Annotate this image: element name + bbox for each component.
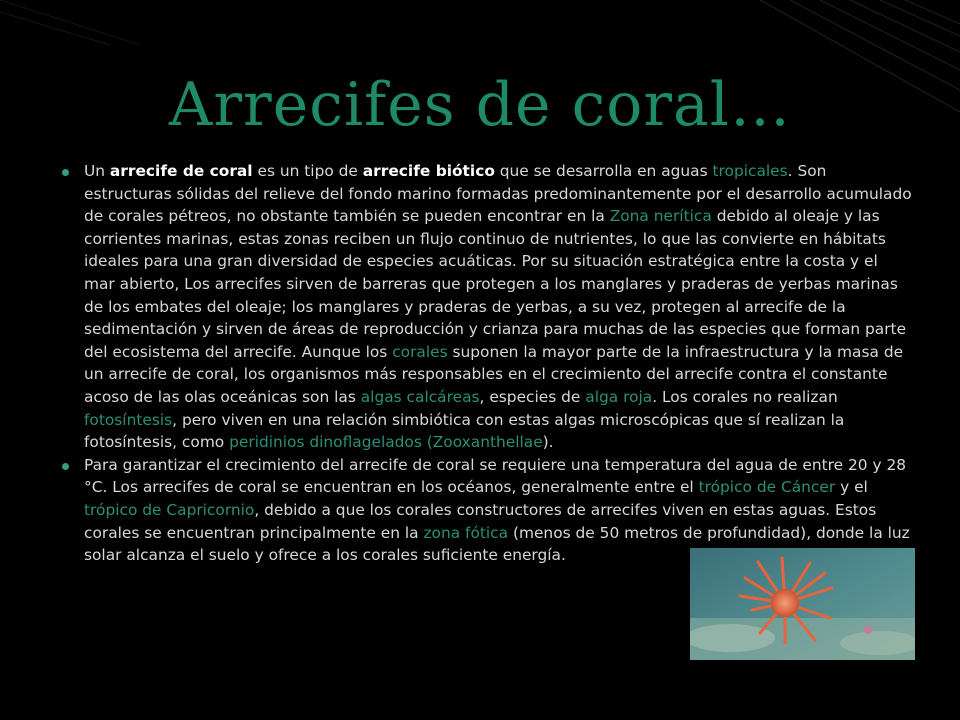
hyperlink-text[interactable]: Zona nerítica [609,207,712,226]
body-text: Un [84,162,110,180]
hyperlink-text[interactable]: trópico de Capricornio [84,500,255,519]
body-text: debido al oleaje y las corrientes marinas, estas zonas reciben un flujo continuo de nutrientes, lo que las convierte en hábitats ideales para una gran diversidad de especies acuáticas. Por su situación estratégica entre la costa y el mar abierto, Los arrecifes sirven de barreras que protegen a los manglares y praderas de yerbas marinas de los embates del oleaje; los manglares y praderas de yerbas, a su vez, protegen al arrecife de la sedimentación y sirven de áreas de reproducción y crianza para muchas de las especies que forman parte del ecosistema del arrecife. Aunque los [84,207,907,361]
hyperlink-text[interactable]: algas calcáreas [360,387,480,406]
hyperlink-text[interactable]: zona fótica [423,523,509,542]
bullet-icon [62,463,69,470]
body-text: . Son estructuras sólidas del relieve del fondo marino formadas predominantemente por el desarrollo acumulado de corales pétreos, no obstante también se pueden encontrar en la [84,162,912,226]
body-text: Para garantizar el crecimiento del arrecife de coral se requiere una temperatura del agua de entre 20 y 28 °C. Los arrecifes de coral se encuentran en los océanos, generalmente entre el [84,455,907,497]
coral-photo [690,548,915,660]
paragraph-1-text [84,162,912,451]
bullet-icon [62,169,69,176]
hyperlink-text[interactable]: trópico de Cáncer [698,478,836,497]
body-text: , especies de [479,387,586,406]
body-text: . Los corales no realizan [652,387,838,406]
slide-body [62,160,912,567]
body-text: que se desarrolla en aguas [494,162,713,180]
bold-keyword: arrecife de coral [109,162,253,180]
body-text: , pero viven en una relación simbiótica con estas algas microscópicas que sí realizan la fotosíntesis, como [84,410,845,452]
hyperlink-text[interactable]: tropicales [712,162,788,180]
coral-polyp-photo-icon [690,548,915,660]
hyperlink-text[interactable]: peridinios dinoflagelados (Zooxanthellae [229,433,543,452]
bullet-paragraph-1 [62,160,912,454]
hyperlink-text[interactable]: fotosíntesis [84,410,173,429]
body-text: suponen la mayor parte de la infraestructura y la masa de un arrecife de coral, los organismos más responsables en el crecimiento del arrecife contra el constante acoso de las olas oceánicas son las [84,342,904,406]
slide-title: Arrecifes de coral… [169,70,791,140]
hyperlink-text[interactable]: alga roja [585,387,653,406]
body-text: , debido a que los corales constructores de arrecifes viven en estas aguas. Estos corales se encuentran principalmente en la [84,500,877,542]
body-text: es un tipo de [252,162,363,180]
hyperlink-text[interactable]: corales [392,342,448,361]
body-text: ). [542,433,554,452]
body-text: y el [835,478,868,497]
body-text: (menos de 50 metros de profundidad), donde la luz solar alcanza el suelo y ofrece a los corales suficiente energía. [84,523,910,565]
bold-keyword: arrecife biótico [362,162,495,180]
